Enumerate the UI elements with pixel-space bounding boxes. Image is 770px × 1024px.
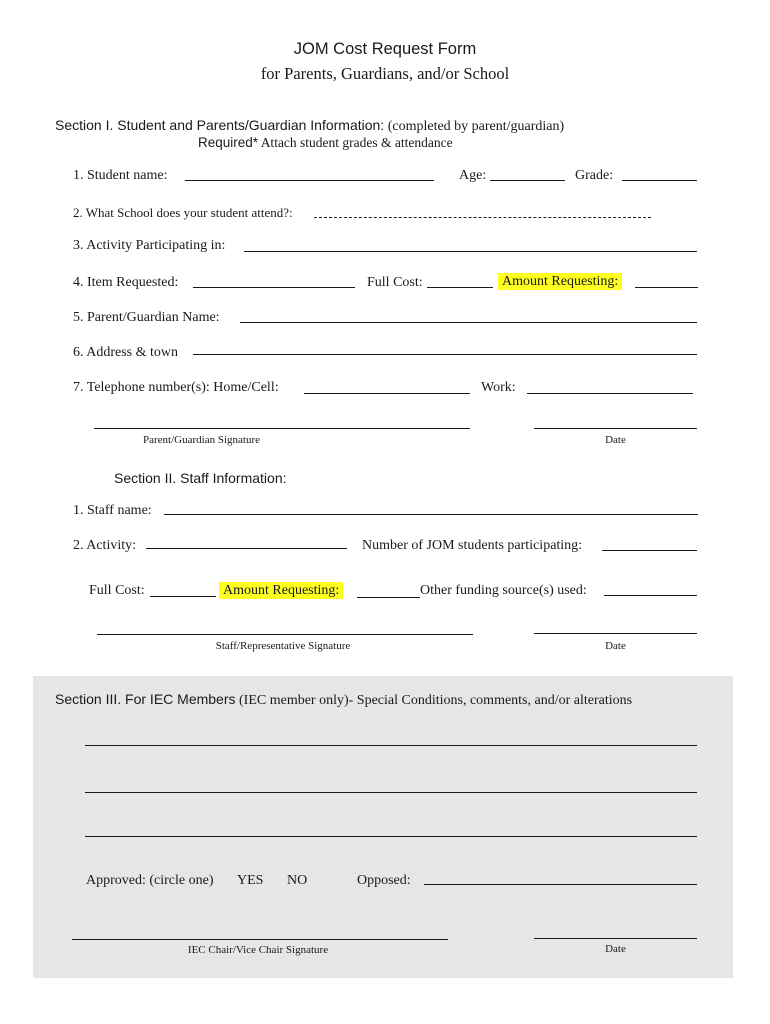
parent-name-label: 5. Parent/Guardian Name: [73, 310, 220, 325]
telephone-label: 7. Telephone number(s): Home/Cell: [73, 380, 279, 395]
approved-yes-option[interactable]: YES [237, 873, 264, 888]
activity-participating-label: 3. Activity Participating in: [73, 238, 226, 253]
iec-comment-line-1[interactable] [85, 745, 697, 746]
approved-no-option[interactable]: NO [287, 873, 308, 888]
staff-name-label: 1. Staff name: [73, 503, 152, 518]
staff-date-caption: Date [605, 640, 626, 652]
item-requested-label: 4. Item Requested: [73, 275, 179, 290]
staff-date-field[interactable] [534, 633, 697, 634]
staff-amount-requesting-label: Amount Requesting: [219, 582, 343, 599]
section1-heading-note: (completed by parent/guardian) [387, 119, 565, 134]
staff-activity-label: 2. Activity: [73, 538, 136, 553]
student-name-field[interactable] [185, 180, 434, 181]
other-funding-label: Other funding source(s) used: [420, 583, 587, 598]
full-cost-label: Full Cost: [367, 275, 423, 290]
student-name-label: 1. Student name: [73, 168, 168, 183]
parent-signature-caption: Parent/Guardian Signature [143, 434, 260, 446]
iec-comment-line-2[interactable] [85, 792, 697, 793]
item-requested-field[interactable] [193, 287, 355, 288]
section1-heading-row [55, 117, 564, 135]
iec-signature-caption: IEC Chair/Vice Chair Signature [187, 944, 329, 956]
work-phone-field[interactable] [527, 393, 693, 394]
section1-heading: Section I. Student and Parents/Guardian Information: [55, 117, 385, 133]
age-label: Age: [459, 168, 487, 183]
amount-requesting-label: Amount Requesting: [498, 273, 622, 290]
staff-full-cost-field[interactable] [150, 596, 216, 597]
required-label: Required* [198, 135, 259, 150]
full-cost-field[interactable] [427, 287, 493, 288]
opposed-field[interactable] [424, 884, 697, 885]
staff-signature-caption: Staff/Representative Signature [215, 640, 351, 652]
required-row [198, 135, 453, 151]
iec-comment-line-3[interactable] [85, 836, 697, 837]
staff-name-field[interactable] [164, 514, 698, 515]
section3-heading-row [55, 691, 632, 709]
address-label: 6. Address & town [73, 345, 178, 360]
parent-signature-field[interactable] [94, 428, 470, 429]
grade-field[interactable] [622, 180, 697, 181]
parent-date-field[interactable] [534, 428, 697, 429]
parent-name-field[interactable] [240, 322, 697, 323]
iec-date-field[interactable] [534, 938, 697, 939]
grade-label: Grade: [575, 168, 614, 183]
home-phone-field[interactable] [304, 393, 470, 394]
approved-label: Approved: (circle one) [86, 873, 214, 888]
parent-date-caption: Date [605, 434, 626, 446]
activity-participating-field[interactable] [244, 251, 697, 252]
staff-full-cost-label: Full Cost: [89, 583, 145, 598]
work-label: Work: [481, 380, 516, 395]
amount-requesting-field[interactable] [635, 287, 698, 288]
required-note: Attach student grades & attendance [260, 135, 453, 150]
iec-panel [33, 676, 733, 978]
iec-signature-field[interactable] [72, 939, 448, 940]
school-label: 2. What School does your student attend?: [73, 205, 293, 220]
other-funding-field[interactable] [604, 595, 697, 596]
students-participating-field[interactable] [602, 550, 697, 551]
staff-activity-field[interactable] [146, 548, 347, 549]
staff-signature-field[interactable] [97, 634, 473, 635]
form-title: JOM Cost Request Form [293, 40, 477, 58]
staff-amount-requesting-field[interactable] [357, 597, 420, 598]
section3-heading-note: (IEC member only)- Special Conditions, comments, and/or alterations [239, 693, 633, 708]
section2-heading: Section II. Staff Information: [114, 470, 287, 486]
age-field[interactable] [490, 180, 565, 181]
section3-heading: Section III. For IEC Members [55, 691, 236, 707]
school-field[interactable] [314, 217, 651, 218]
address-field[interactable] [193, 354, 697, 355]
amount-requesting-label-wrap [498, 274, 622, 290]
form-subtitle: for Parents, Guardians, and/or School [260, 64, 510, 83]
students-participating-label: Number of JOM students participating: [362, 538, 583, 553]
iec-date-caption: Date [605, 943, 626, 955]
staff-amount-requesting-wrap [219, 583, 343, 599]
opposed-label: Opposed: [357, 873, 411, 888]
